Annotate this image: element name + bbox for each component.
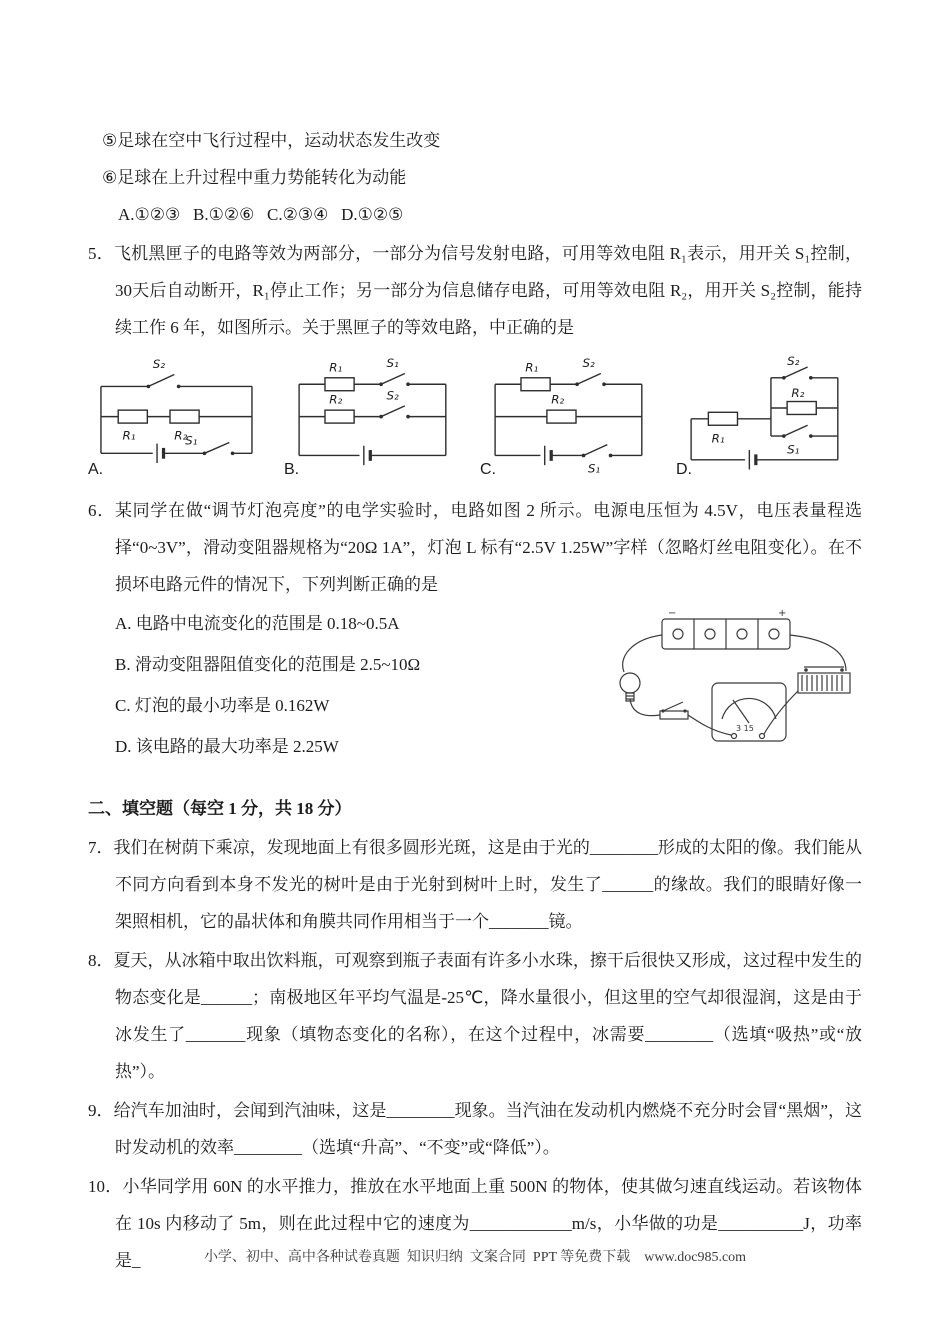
question-6-text: 某同学在做“调节灯泡亮度”的电学实验时，电路如图 2 所示。电源电压恒为 4.5V，电压表量程选择“0~3V”，滑动变阻器规格为“20Ω 1A”，灯泡 L 标有“2.5V 1.25W”字样（忽略灯丝电阻变化）。在不损坏电路元件的情况下，下列判断正确的是 bbox=[114, 501, 862, 594]
question-10-number: 10． bbox=[88, 1177, 123, 1196]
resistor-r1-symbol bbox=[521, 378, 550, 391]
experiment-figure bbox=[600, 605, 862, 770]
resistor-r2-symbol bbox=[787, 402, 816, 415]
question-8-text: 夏天，从冰箱中取出饮料瓶，可观察到瓶子表面有许多小水珠，擦干后很快又形成，这过程中发生的物态变化是______；南极地区年平均气温是-25℃，降水量很小，但这里的空气却很湿润，这是由于冰发生了_______现象（填物态变化的名称），在这个过程中，冰需要________（选填“吸热”或“放热”）。 bbox=[113, 951, 863, 1081]
circuit-d-drawing bbox=[676, 354, 854, 476]
resistor-r2-label: R₂ bbox=[791, 386, 805, 401]
battery-symbol bbox=[157, 444, 163, 463]
q5-circuit-diagrams bbox=[88, 354, 862, 478]
circuit-b-drawing bbox=[284, 354, 462, 476]
option-c-label: C. bbox=[480, 461, 496, 478]
resistor-r1-symbol bbox=[325, 378, 354, 391]
light-bulb bbox=[620, 673, 640, 701]
question-6 bbox=[88, 492, 862, 603]
switch-component bbox=[660, 702, 688, 719]
question-8-number: 8． bbox=[88, 951, 114, 970]
experiment-sketch bbox=[600, 605, 855, 765]
question-8 bbox=[88, 942, 862, 1090]
circuit-option-a bbox=[88, 354, 274, 478]
question-6-body bbox=[88, 603, 862, 770]
meter bbox=[712, 683, 786, 741]
question-10-text: 小华同学用 60N 的水平推力，推放在水平地面上重 500N 的物体，使其做匀速直线运动。若该物体在 10s 内移动了 5m，则在此过程中它的速度为____________m/s，小华做的功是__________J，功率是_ bbox=[115, 1177, 862, 1270]
question-6-number: 6． bbox=[88, 501, 115, 520]
battery-minus-sign: − bbox=[668, 608, 677, 619]
battery-plus-sign: + bbox=[778, 608, 787, 619]
q6-option-b: B. 滑动变阻器阻值变化的范围是 2.5~10Ω bbox=[115, 655, 421, 674]
switch-s2-label: S₂ bbox=[152, 357, 166, 372]
resistor-r2-label: R₂ bbox=[329, 392, 343, 407]
resistor-r1-label: R₁ bbox=[122, 428, 136, 443]
statement-item6: ⑥足球在上升过程中重力势能转化为动能 bbox=[102, 168, 407, 187]
rheostat bbox=[798, 667, 850, 693]
q6-option-c: C. 灯泡的最小功率是 0.162W bbox=[115, 696, 330, 715]
q4-answer-options: A.①②③ B.①②⑥ C.②③④ D.①②⑤ bbox=[118, 205, 404, 224]
resistor-r2-symbol bbox=[325, 410, 354, 423]
meter-dial-numbers: 3 15 bbox=[736, 724, 754, 733]
question-5 bbox=[88, 235, 862, 346]
switch-s2-label: S₂ bbox=[582, 355, 595, 370]
circuit-c-drawing bbox=[480, 354, 658, 476]
q6-option-d: D. 该电路的最大功率是 2.25W bbox=[115, 737, 339, 756]
section-2-title: 二、填空题（每空 1 分，共 18 分） bbox=[88, 799, 352, 818]
resistor-r2-label: R₂ bbox=[174, 428, 188, 443]
resistor-r2-symbol bbox=[170, 410, 199, 423]
page-footer: 小学、初中、高中各种试卷真题 知识归纳 文案合同 PPT 等免费下载 www.doc985.com bbox=[203, 1250, 747, 1265]
question-7-number: 7． bbox=[88, 838, 114, 857]
statement-item5: ⑤足球在空中飞行过程中，运动状态发生改变 bbox=[102, 131, 441, 150]
circuit-option-c bbox=[480, 354, 666, 478]
option-a-label: A. bbox=[88, 461, 104, 478]
resistor-r1-label: R₁ bbox=[329, 360, 343, 375]
switch-s2-label: S₂ bbox=[787, 354, 800, 368]
circuit-option-b bbox=[284, 354, 470, 478]
question-5-number: 5． bbox=[88, 244, 114, 263]
resistor-r1-label: R₁ bbox=[525, 360, 539, 375]
option-d-label: D. bbox=[676, 461, 692, 478]
option-b-label: B. bbox=[284, 461, 300, 478]
q6-option-a: A. 电路中电流变化的范围是 0.18~0.5A bbox=[115, 614, 400, 633]
circuit-a-drawing bbox=[88, 354, 266, 476]
battery-pack bbox=[662, 608, 790, 649]
question-6-block bbox=[88, 492, 862, 770]
resistor-r2-label: R₂ bbox=[551, 392, 565, 407]
switch-s1-label: S₁ bbox=[787, 442, 800, 457]
question-9-number: 9． bbox=[88, 1101, 114, 1120]
switch-s1-label: S₁ bbox=[386, 355, 399, 370]
question-5-text: 飞机黑匣子的电路等效为两部分，一部分为信号发射电路，可用等效电阻 R₁表示，用开关 S₁控制，30天后自动断开，R₁停止工作；另一部分为信息储存电路，可用等效电阻 R₂，用开关 S₂控制，能持续工作 6 年，如图所示。关于黑匣子的等效电路，中正确的是 bbox=[113, 244, 862, 337]
question-9 bbox=[88, 1092, 862, 1166]
switch-s2-label: S₂ bbox=[386, 388, 399, 403]
switch-s1-label: S₁ bbox=[587, 461, 601, 476]
question-6-options bbox=[88, 603, 600, 767]
question-9-text: 给汽车加油时，会闻到汽油味，这是________现象。当汽油在发动机内燃烧不充分时会冒“黑烟”，这时发动机的效率________（选填“升高”、“不变”或“降低”）。 bbox=[113, 1101, 863, 1157]
resistor-r1-label: R₁ bbox=[711, 431, 725, 446]
question-7-text: 我们在树荫下乘凉，发现地面上有很多圆形光斑，这是由于光的________形成的太阳的像。我们能从不同方向看到本身不发光的树叶是由于光射到树叶上时，发生了______的缘故。我们的眼睛好像一架照相机，它的晶状体和角膜共同作用相当于一个_______镜。 bbox=[113, 838, 863, 931]
resistor-r1-symbol bbox=[118, 410, 147, 423]
resistor-r2-symbol bbox=[547, 410, 576, 423]
resistor-r1-symbol bbox=[708, 412, 737, 425]
switch-s1-label: S₁ bbox=[185, 433, 198, 448]
question-7 bbox=[88, 829, 862, 940]
circuit-option-d bbox=[676, 354, 862, 478]
